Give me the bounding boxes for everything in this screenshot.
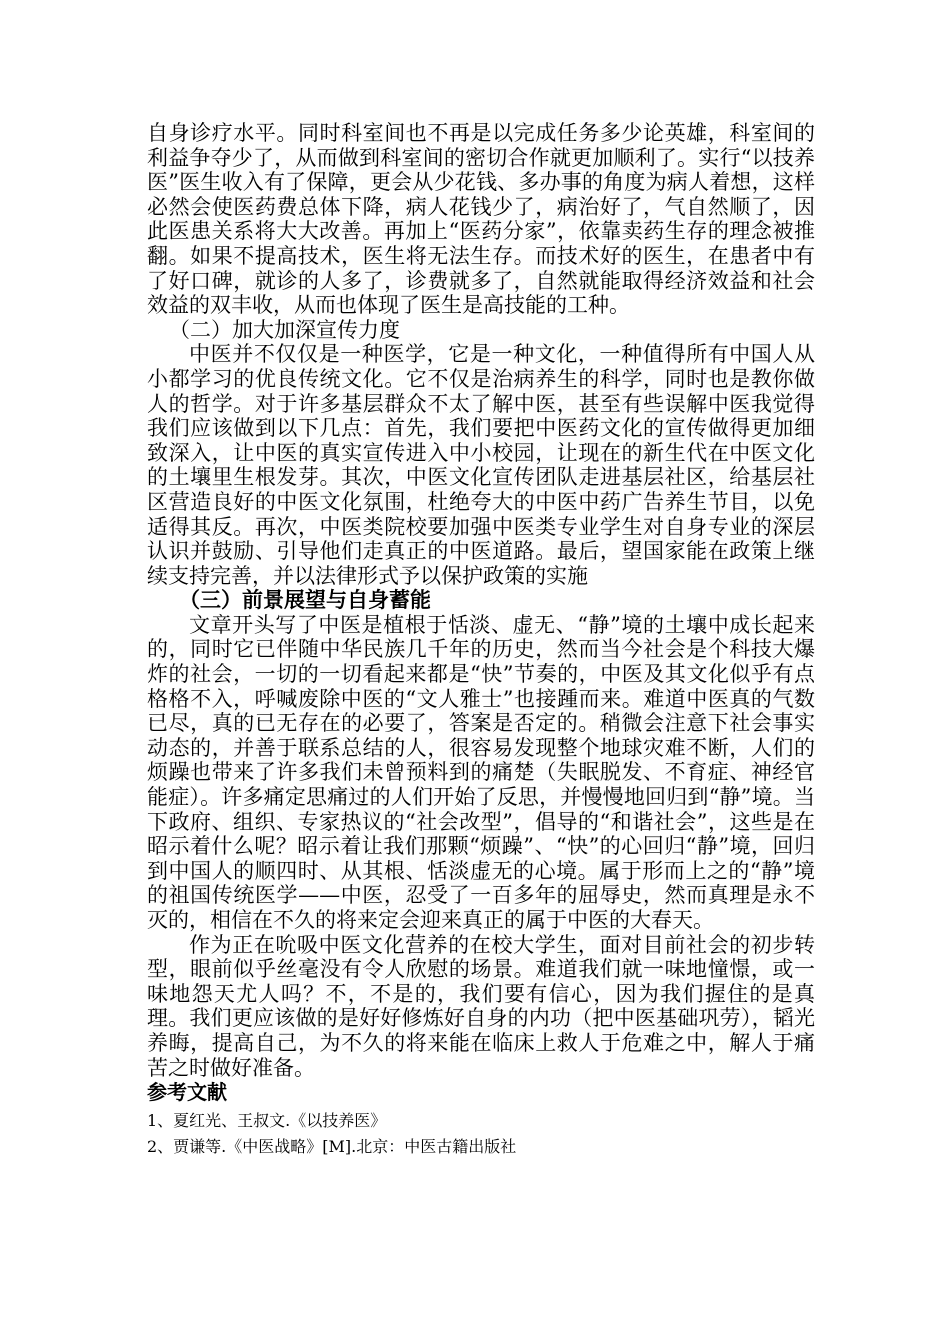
section-three-heading: （三）前景展望与自身蓄能 <box>179 587 431 613</box>
section-two-heading: （二）加大加深宣传力度 <box>169 317 400 342</box>
section-two-body: 中医并不仅仅是一种医学，它是一种文化，一种值得所有中国人从小都学习的优良传统文化。它不仅是治病养生的科学，同时也是教你做人的哲学。对于许多基层群众不太了解中医，甚至有些误解中医我觉得我们应该做到以下几点：首先，我们要把中医药文化的宣传做得更加细致深入，让中医的真实宣传进入中小校园，让现在的新生代在中医文化的土壤里生根发芽。其次，中医文化宣传团队走进基层社区，给基层社区营造良好的中医文化氛围，杜绝夸大的中医中药广告养生节目，以免适得其反。再次，中医类院校要加强中医类专业学生对自身专业的深层认识并鼓励、引导他们走真正的中医道路。最后，望国家能在政策上继续支持完善，并以法律形式予以保护政策的实施 <box>147 342 815 588</box>
section-one-continuation: 自身诊疗水平。同时科室间也不再是以完成任务多少论英雄，科室间的利益争夺少了，从而做到科室间的密切合作就更加顺利了。实行“以技养医”医生收入有了保障，更会从少花钱、多办事的角度为病人着想，这样必然会使医药费总体下降，病人花钱少了，病治好了，气自然顺了，因此医患关系将大大改善。再加上“医药分家”，依靠卖药生存的理念被推翻。如果不提高技术，医生将无法生存。而技术好的医生，在患者中有了好口碑，就诊的人多了，诊费就多了，自然就能取得经济效益和社会效益的双丰收，从而也体现了医生是高技能的工种。 <box>147 121 815 318</box>
references-list <box>147 1108 815 1160</box>
section-three-paragraph-1: 文章开头写了中医是植根于恬淡、虚无、“静”境的土壤中成长起来的，同时它已伴随中华民族几千年的历史，然而当今社会是个科技大爆炸的社会，一切的一切看起来都是“快”节奏的，中医及其文化似乎有点格格不入，呼喊废除中医的“文人雅士”也接踵而来。难道中医真的气数已尽，真的已无存在的必要了，答案是否定的。稍微会注意下社会事实动态的，并善于联系总结的人，很容易发现整个地球灾难不断，人们的烦躁也带来了许多我们未曾预料到的痛楚（失眠脱发、不育症、神经官能症）。许多痛定思痛过的人们开始了反思，并慢慢地回归到“静”境。当下政府、组织、专家热议的“社会改型”，倡导的“和谐社会”，这些是在昭示着什么呢？昭示着让我们那颗“烦躁”、“快”的心回归“静”境，回归到中国人的顺四时、从其根、恬淡虚无的心境。属于形而上之的“静”境的祖国传统医学——中医，忍受了一百多年的屈辱史，然而真理是永不灭的，相信在不久的将来定会迎来真正的属于中医的大春天。 <box>147 612 815 932</box>
document-page <box>147 121 815 1160</box>
references-title: 参考文献 <box>147 1080 227 1105</box>
reference-item-2: 2、贾谦等.《中医战略》[M].北京：中医古籍出版社 <box>147 1137 517 1157</box>
reference-item-1: 1、夏红光、王叔文.《以技养医》 <box>147 1111 387 1131</box>
section-three-paragraph-2: 作为正在吮吸中医文化营养的在校大学生，面对目前社会的初步转型，眼前似乎丝毫没有令人欣慰的场景。难道我们就一味地憧憬，或一味地怨天尤人吗？不，不是的，我们要有信心，因为我们握住的是真理。我们更应该做的是好好修炼好自身的内功（把中医基础巩劳），韬光养晦，提高自己，为不久的将来能在临床上救人于危难之中，解人于痛苦之时做好准备。 <box>147 932 815 1080</box>
